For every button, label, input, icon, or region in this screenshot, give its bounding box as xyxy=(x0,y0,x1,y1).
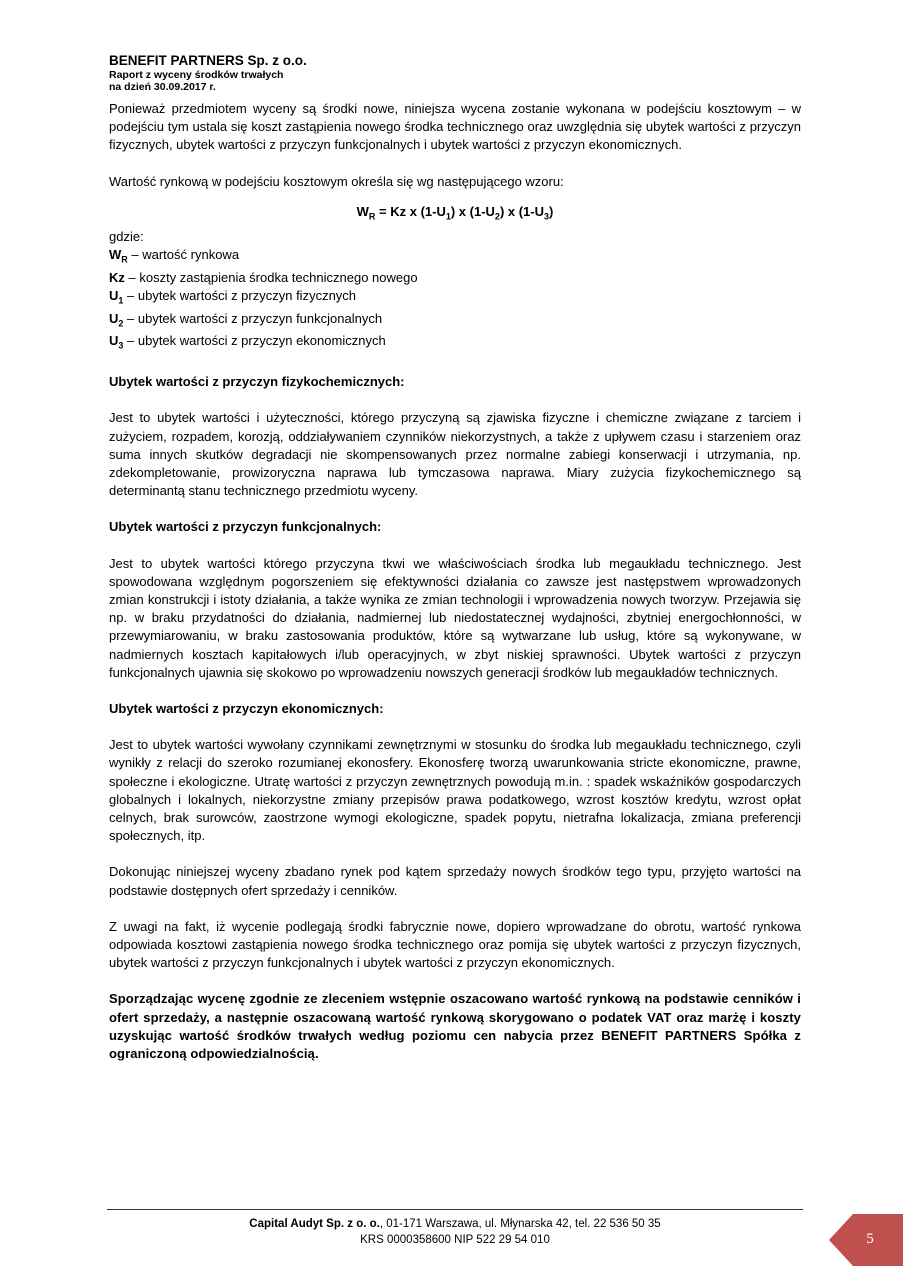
footer-divider xyxy=(107,1209,803,1210)
section-body: Jest to ubytek wartości i użyteczności, którego przyczyną są zjawiska fizyczne i chemiczne związane z tarciem i zużyciem, rozpadem, korozją, oddziaływaniem czynników niekorzystnych, a także z upływem czasu i starzeniem oraz suma innych skutków degradacji nie skompensowanych przez normalne zabiegi konserwacji i utrzymania, np. zdekompletowanie, prowizoryczna naprawa lub tymczasowa naprawa. Miary zużycia fizykochemicznego są determinantą stanu technicznego przedmiotu wyceny. xyxy=(109,410,801,499)
where-label: gdzie: xyxy=(109,228,144,244)
market-paragraph: Dokonując niniejszej wyceny zbadano rynek pod kątem sprzedaży nowych środków tego typu, przyjęto wartości na podstawie dostępnych ofert sprzedaży i cenników. xyxy=(109,864,801,898)
document-body xyxy=(109,100,801,1063)
header-report-title: Raport z wyceny środków trwałych xyxy=(109,68,284,81)
page-number: 5 xyxy=(866,1231,874,1247)
definition-item: $W_R$ – wartość rynkowa xyxy=(109,246,240,265)
section-body: Jest to ubytek wartości którego przyczyna tkwi we właściwościach środka lub megaukładu technicznego. Jest spowodowana względnym pogorszeniem się efektywności działania co zawsze jest następstwem wprowadzonych zmian konstrukcji i istoty działania, a także wynika ze zmian technologii i wprowadzenia nowych tworzyw. Przejawia się np. w braku przydatności do działania, nadmiernej lub niedostatecznej wydajności, zbytniej energochłonności, w przewymiarowaniu, w braku zastosowania produktów, które są wytwarzane lub usług, które są wykonywane, w nadmiernych kosztach kapitałowych i/lub operacyjnych, w zbyt niskiej sprawności. Ubytek wartości z przyczyn funkcjonalnych ujawnia się skokowo po wprowadzeniu nowszych generacji środków lub megaukładów technicznych. xyxy=(109,555,801,680)
page-header xyxy=(109,53,307,93)
definition-item: Kz – koszty zastąpienia środka technicznego nowego xyxy=(109,269,418,285)
valuation-formula: $W_R = Kz$ x $(1-U_1)$ x $(1-U_2)$ x $(1-U_3)$ xyxy=(356,203,554,222)
intro-paragraph: Ponieważ przedmiotem wyceny są środki nowe, niniejsza wycena zostanie wykonana w podejściu kosztowym – w podejściu tym ustala się koszt zastąpienia nowego środka technicznego oraz uwzględnia się ubytek wartości z przyczyn fizycznych, ubytek wartości z przyczyn funkcjonalnych i ubytek wartości z przyczyn ekonomicznych. xyxy=(109,101,801,153)
footer-company: Capital Audyt Sp. z o. o. xyxy=(249,1218,380,1230)
new-assets-paragraph: Z uwagi na fakt, iż wycenie podlegają środki fabrycznie nowe, dopiero wprowadzane do obrotu, wartość rynkowa odpowiada kosztowi zastąpienia nowego środka technicznego oraz pomija się ubytek wartości z przyczyn fizycznych, ubytek wartości z przyczyn funkcjonalnych i ubytek wartości z przyczyn ekonomicznych. xyxy=(109,918,801,971)
definition-item: $U_1$ – ubytek wartości z przyczyn fizycznych xyxy=(109,287,357,306)
definition-item: $U_3$ – ubytek wartości z przyczyn ekonomicznych xyxy=(109,333,386,351)
header-company: BENEFIT PARTNERS Sp. z o.o. xyxy=(109,53,307,68)
section-heading: Ubytek wartości z przyczyn funkcjonalnych: xyxy=(109,519,382,535)
section-heading: Ubytek wartości z przyczyn fizykochemicznych: xyxy=(109,374,405,390)
footer-address: Capital Audyt Sp. z o. o., 01-171 Warszawa, ul. Młynarska 42, tel. 22 536 50 35 xyxy=(249,1218,661,1230)
conclusion-paragraph: Sporządzając wycenę zgodnie ze zleceniem wstępnie oszacowano wartość rynkową na podstawie cenników i ofert sprzedaży, a następnie oszacowaną wartość rynkową skorygowano o podatek VAT oraz marżę i koszty uzyskując wartość środków trwałych według poziomu cen nabycia przez BENEFIT PARTNERS Spółka z ograniczoną odpowiedzialnością. xyxy=(109,991,801,1062)
section-body: Jest to ubytek wartości wywołany czynnikami zewnętrznymi w stosunku do środka lub megaukładu technicznego, czyli wynikły z relacji do szeroko rozumianej ekonosfery. Ekonosferę tworzą uwarunkowania stricte ekonomiczne, prawne, społeczne i ekologiczne. Utratę wartości z przyczyn zewnętrznych powodują m.in. : spadek wskaźników gospodarczych globalnych i lokalnych, niekorzystne zmiany przepisów prawa podatkowego, wzrost kosztów kredytu, wzrost opłat celnych, brak surowców, zaostrzone wymogi ekologiczne, spadek popytu, nietrafna lokalizacja, zmiana preferencji społecznych, itp. xyxy=(109,737,801,844)
definition-item: $U_2$ – ubytek wartości z przyczyn funkcjonalnych xyxy=(109,310,383,329)
page-footer xyxy=(107,1216,803,1248)
formula-intro: Wartość rynkową w podejściu kosztowym określa się wg następującego wzoru: xyxy=(109,173,564,189)
section-heading: Ubytek wartości z przyczyn ekonomicznych: xyxy=(109,701,384,717)
footer-registry: KRS 0000358600 NIP 522 29 54 010 xyxy=(360,1234,550,1246)
header-date: na dzień 30.09.2017 r. xyxy=(109,80,216,93)
